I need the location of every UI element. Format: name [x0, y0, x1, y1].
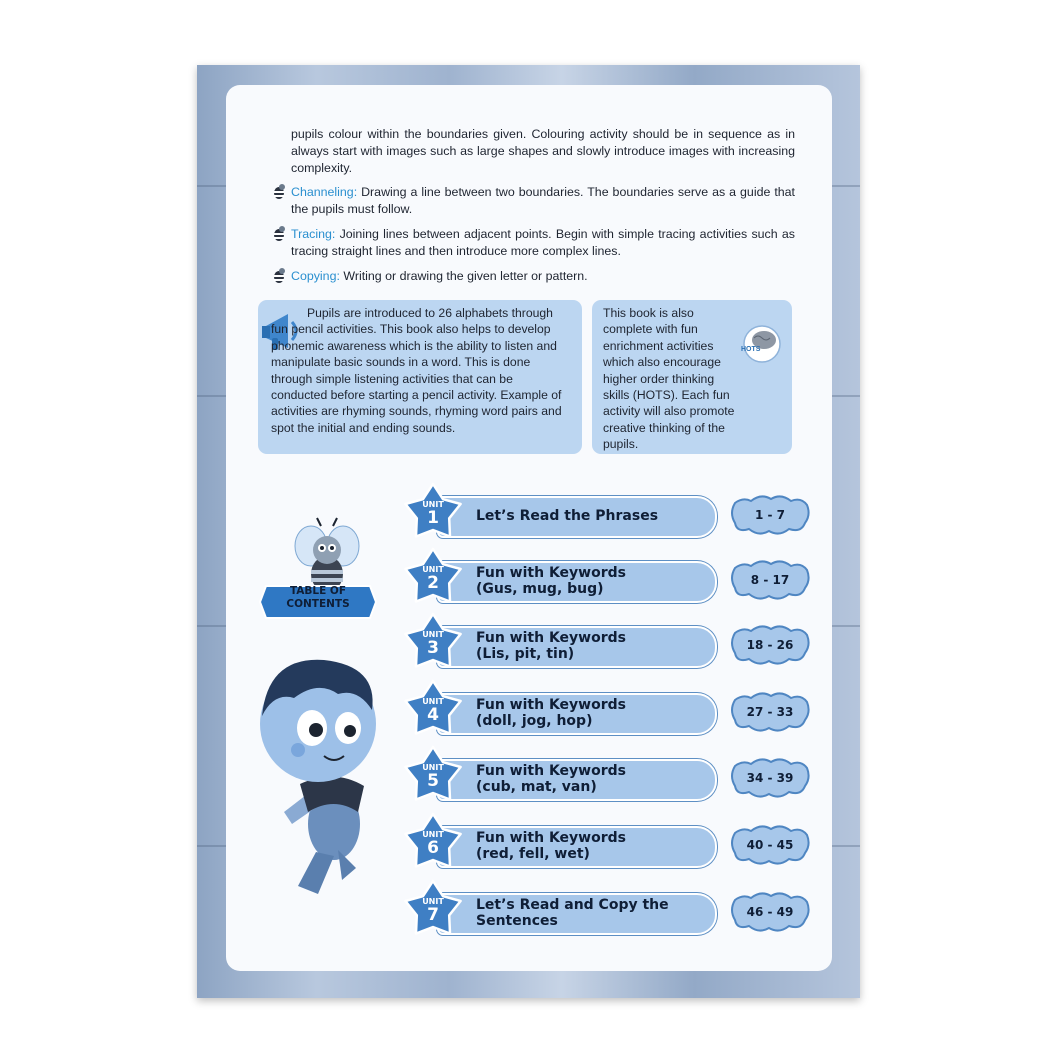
tracing-item: [291, 226, 795, 260]
toc-unit-title-line2: (cub, mat, van): [476, 779, 597, 795]
toc-unit-3-number: 3: [427, 638, 439, 658]
bee-bullet-icon: [270, 224, 288, 242]
toc-unit-6-title: [476, 830, 626, 862]
toc-unit-3-pages: 18 - 26: [746, 638, 794, 652]
channeling-item: [291, 184, 795, 218]
toc-unit-title-line1: Fun with Keywords: [476, 763, 626, 779]
bee-bullet-icon: [270, 182, 288, 200]
toc-unit-4-word: UNIT: [422, 697, 444, 706]
toc-badge-title: [256, 585, 380, 611]
toc-unit-3-word: UNIT: [422, 630, 444, 639]
toc-unit-6-number: 6: [427, 838, 439, 858]
channeling-text: Drawing a line between two boundaries. The boundaries serve as a guide that the pupils must follow.: [291, 185, 795, 216]
toc-unit-title-line1: Fun with Keywords: [476, 830, 626, 846]
hots-badge-label: HOTS: [741, 346, 761, 353]
toc-unit-title-line2: (Lis, pit, tin): [476, 646, 575, 662]
toc-unit-title-line2: Sentences: [476, 913, 558, 929]
toc-unit-title-line2: (red, fell, wet): [476, 846, 590, 862]
toc-unit-5-title: [476, 763, 626, 795]
toc-unit-4-title: [476, 697, 626, 729]
toc-unit-title-line1: Fun with Keywords: [476, 565, 626, 581]
toc-unit-6-word: UNIT: [422, 830, 444, 839]
toc-unit-7-number: 7: [427, 905, 439, 925]
toc-unit-2-pages: 8 - 17: [750, 573, 790, 587]
bee-bullet-icon: [270, 266, 288, 284]
tracing-text: Joining lines between adjacent points. Begin with simple tracing activities such as tracing straight lines and then introduce more complex lines.: [291, 227, 795, 258]
toc-unit-title-line2: (Gus, mug, bug): [476, 581, 604, 597]
toc-unit-4-pages: 27 - 33: [746, 705, 794, 719]
toc-unit-title-line1: Let’s Read the Phrases: [476, 508, 659, 524]
copying-text: Writing or drawing the given letter or pattern.: [339, 269, 588, 283]
boy-mascot-illustration: [238, 636, 388, 898]
toc-unit-2-word: UNIT: [422, 565, 444, 574]
copying-item: [291, 268, 795, 285]
toc-unit-6-pages: 40 - 45: [746, 838, 794, 852]
toc-unit-5-word: UNIT: [422, 763, 444, 772]
toc-badge-line2: CONTENTS: [286, 598, 350, 610]
toc-unit-7-title: [476, 897, 669, 929]
toc-unit-5-number: 5: [427, 771, 439, 791]
toc-unit-1-number: 1: [427, 508, 439, 528]
toc-unit-title-line1: Fun with Keywords: [476, 697, 626, 713]
intro-paragraph: pupils colour within the boundaries given. Colouring activity should be in sequence as in always start with images such as large shapes and slowly introduce images with increasing complexity.: [291, 127, 795, 175]
toc-unit-title-line1: Let’s Read and Copy the: [476, 897, 669, 913]
toc-unit-title-line2: (doll, jog, hop): [476, 713, 593, 729]
toc-unit-5-pages: 34 - 39: [746, 771, 794, 785]
toc-unit-1-pages: 1 - 7: [754, 508, 786, 522]
toc-unit-4-number: 4: [427, 705, 439, 725]
copying-term: Copying:: [291, 269, 340, 283]
toc-unit-7-word: UNIT: [422, 897, 444, 906]
toc-unit-2-number: 2: [427, 573, 439, 593]
tracing-term: Tracing:: [291, 227, 336, 241]
toc-unit-1-title: [476, 508, 658, 524]
toc-badge-line1: TABLE OF: [289, 585, 347, 597]
toc-unit-7-pages: 46 - 49: [746, 905, 794, 919]
toc-unit-2-title: [476, 565, 626, 597]
toc-unit-3-title: [476, 630, 626, 662]
toc-unit-1-word: UNIT: [422, 500, 444, 509]
channeling-term: Channeling:: [291, 185, 358, 199]
toc-unit-title-line1: Fun with Keywords: [476, 630, 626, 646]
phonemic-info-text: Pupils are introduced to 26 alphabets through fun pencil activities. This book also helps to develop phonemic awareness which is the ability to listen and manipulate basic sounds in a word. This is done through simple listening activities that can be conducted before starting a pencil activity. Example of activities are rhyming sounds, rhyming word pairs and spot the initial and ending sounds.: [271, 306, 562, 435]
hots-info-text: This book is also complete with fun enrichment activities which also encourage higher order thinking skills (HOTS). Each fun activity will also promote creative thinking of the pupils.: [603, 306, 735, 452]
brain-hots-icon: [740, 324, 784, 364]
